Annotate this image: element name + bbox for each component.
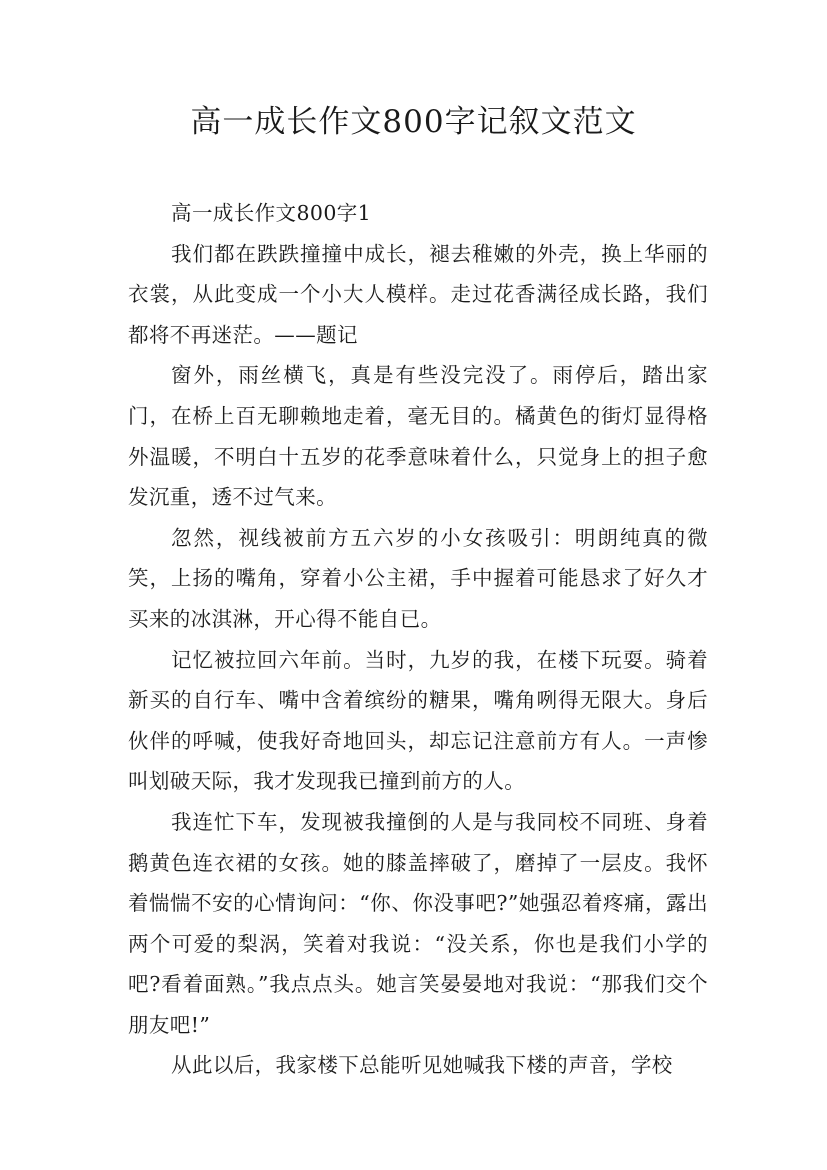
essay-subtitle: 高一成长作文800字1 xyxy=(171,201,372,225)
paragraph-4: 记忆被拉回六年前。当时，九岁的我，在楼下玩耍。骑着新买的自行车、嘴中含着缤纷的糖果，嘴角咧得无限大。身后伙伴的呼喊，使我好奇地回头，却忘记注意前方有人。一声惨叫划破天际，我才发现我已撞到前方的人。 xyxy=(128,647,708,794)
paragraph-5: 我连忙下车，发现被我撞倒的人是与我同校不同班、身着鹅黄色连衣裙的女孩。她的膝盖摔破了，磨掉了一层皮。我怀着惴惴不安的心情询问：“你、你没事吧?”她强忍着疼痛，露出两个可爱的梨涡，笑着对我说：“没关系，你也是我们小学的吧?看着面熟。”我点点头。她言笑晏晏地对我说：“那我们交个朋友吧!” xyxy=(128,809,708,1037)
paragraph-3: 忽然，视线被前方五六岁的小女孩吸引：明朗纯真的微笑，上扬的嘴角，穿着小公主裙，手中握着可能恳求了好久才买来的冰淇淋，开心得不能自已。 xyxy=(128,525,708,631)
paragraph-6: 从此以后，我家楼下总能听见她喊我下楼的声音，学校 xyxy=(171,1053,673,1078)
paragraph-2: 窗外，雨丝横飞，真是有些没完没了。雨停后，踏出家门，在桥上百无聊赖地走着，毫无目的。橘黄色的街灯显得格外温暖，不明白十五岁的花季意味着什么，只觉身上的担子愈发沉重，透不过气来。 xyxy=(128,363,708,510)
paragraph-1: 我们都在跌跌撞撞中成长，褪去稚嫩的外壳，换上华丽的衣裳，从此变成一个小大人模样。走过花香满径成长路，我们都将不再迷茫。——题记 xyxy=(128,241,708,347)
document-body xyxy=(128,193,708,1086)
document-title: 高一成长作文800字记叙文范文 xyxy=(190,104,637,140)
